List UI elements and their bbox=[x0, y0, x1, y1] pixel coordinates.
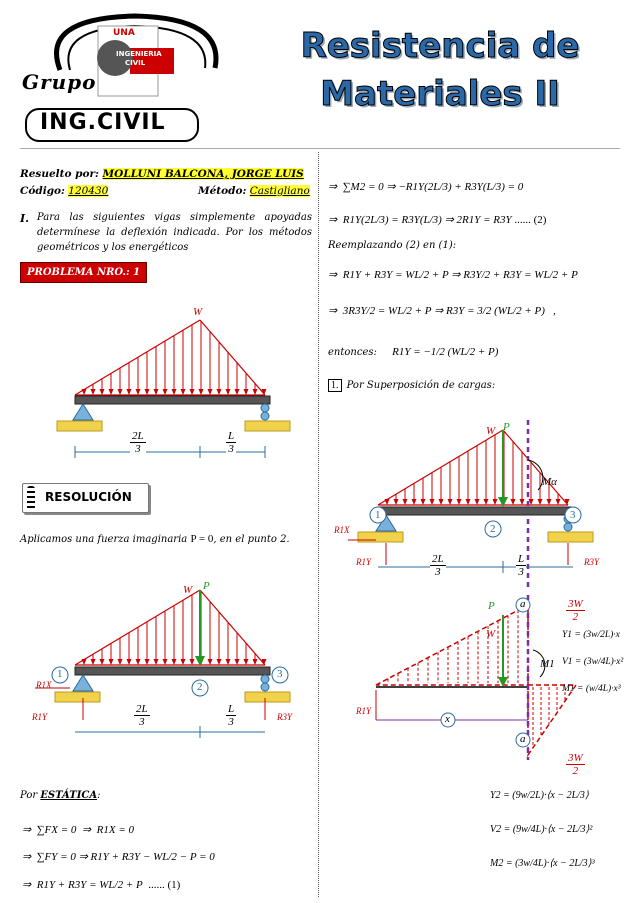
arrow-head bbox=[208, 659, 213, 665]
arrow-head bbox=[253, 389, 258, 395]
r1y-row bbox=[328, 340, 628, 359]
arrow-head bbox=[556, 499, 561, 505]
free-body-arrows bbox=[388, 610, 565, 747]
arrow-head bbox=[199, 389, 204, 395]
logo-una: UNA bbox=[113, 28, 135, 38]
fig4-x-label: x bbox=[445, 713, 450, 725]
arrow-head bbox=[475, 499, 480, 505]
load-arrows bbox=[385, 431, 570, 505]
arrow-head bbox=[118, 659, 123, 665]
arrow-head bbox=[511, 499, 516, 505]
arrow-head bbox=[520, 499, 525, 505]
resuelto-label: Resuelto por: bbox=[20, 168, 99, 180]
eq-y2: Y2 = (9w/2L)·⟨x − 2L/3⟩ bbox=[490, 790, 589, 801]
arrow-head bbox=[385, 499, 390, 505]
intro-text-a: Aplicamos una fuerza imaginaria bbox=[20, 534, 188, 545]
eq-m2: M2 = (3w/4L)·⟨x − 2L/3⟩³ bbox=[490, 858, 595, 869]
arrow-head bbox=[181, 659, 186, 665]
codigo-row bbox=[20, 185, 108, 197]
arrow-head bbox=[145, 659, 150, 665]
fig4-cut-top: a bbox=[520, 598, 526, 610]
resuelto-row bbox=[20, 168, 304, 180]
fig2-r1x: R1X bbox=[36, 680, 52, 690]
arrow-head bbox=[235, 659, 240, 665]
resuelto-value: MOLLUNI BALCONA, JORGE LUIS bbox=[102, 168, 304, 180]
step-row bbox=[328, 373, 495, 392]
statics-eq1: ⇒ ∑FX = 0 ⇒ R1X = 0 bbox=[22, 824, 135, 836]
grupo-label: Grupo bbox=[22, 70, 97, 94]
load-arrows bbox=[82, 591, 267, 665]
fig2-load-label: W bbox=[183, 584, 193, 596]
arrow-head bbox=[154, 659, 159, 665]
pin-base bbox=[57, 421, 102, 431]
m2-equation: ⇒ ∑M2 = 0 ⇒ −R1Y(2L/3) + R3Y(L/3) = 0 bbox=[328, 181, 524, 193]
arrow-head bbox=[82, 389, 87, 395]
arrow-head bbox=[253, 659, 258, 665]
upper-load-triangle bbox=[376, 605, 528, 685]
fig1-load-label: W bbox=[193, 306, 203, 318]
column-divider bbox=[318, 152, 319, 897]
beam bbox=[75, 667, 270, 675]
fig3-r1x: R1X bbox=[334, 525, 350, 535]
fig3-load-label: W bbox=[486, 425, 496, 437]
page-title-line2: Materiales II bbox=[320, 74, 560, 114]
beam bbox=[378, 507, 573, 515]
arrow-head bbox=[100, 659, 105, 665]
fig2-force-label: P bbox=[203, 580, 210, 592]
eq-m1: M1 = (w/4L)·x³ bbox=[562, 684, 621, 694]
fig3-force-label: P bbox=[503, 421, 510, 433]
resolucion-label: RESOLUCIÓN bbox=[45, 490, 132, 504]
fig4-top-value: $\frac{3W}{2}$ bbox=[568, 598, 583, 623]
arrow-head bbox=[430, 499, 435, 505]
spiral-binding bbox=[27, 486, 35, 510]
step-number: 1. bbox=[328, 379, 342, 392]
beam-figure-2 bbox=[30, 580, 310, 770]
arrow-head bbox=[439, 499, 444, 505]
fig3-r3y: R3Y bbox=[584, 557, 600, 567]
eq-y1: Y1 = (3w/2L)·x bbox=[562, 630, 620, 640]
beam-figure-3 bbox=[328, 405, 628, 595]
arrow-head bbox=[244, 389, 249, 395]
arrow-head bbox=[109, 659, 114, 665]
arrow-head bbox=[109, 389, 114, 395]
then-label: entonces: bbox=[328, 347, 377, 358]
arrow-head bbox=[181, 389, 186, 395]
arrow-head bbox=[118, 389, 123, 395]
arrow-head bbox=[172, 389, 177, 395]
replace-label: Reemplazando (2) en (1): bbox=[328, 240, 457, 251]
resolucion-badge bbox=[22, 483, 149, 513]
arrow-head bbox=[448, 499, 453, 505]
arrow-head bbox=[217, 659, 222, 665]
arrow-head bbox=[91, 389, 96, 395]
roller-support bbox=[261, 404, 269, 412]
arrow-head bbox=[421, 499, 426, 505]
arrow-head bbox=[457, 499, 462, 505]
arrow-head bbox=[466, 499, 471, 505]
codigo-value: 120430 bbox=[68, 185, 109, 197]
fig2-node1: 1 bbox=[57, 668, 63, 680]
arrow-head bbox=[145, 389, 150, 395]
arrow-head bbox=[403, 499, 408, 505]
fig3-node1: 1 bbox=[375, 509, 381, 521]
load-arrows bbox=[82, 321, 267, 395]
moment-arc bbox=[528, 460, 543, 490]
codigo-label: Código: bbox=[20, 185, 65, 197]
arrow-head bbox=[394, 499, 399, 505]
fig2-span1: $\frac{2L}{3}$ bbox=[136, 703, 148, 728]
fig2-span2: $\frac{L}{3}$ bbox=[228, 703, 235, 728]
logo-line1: INGENIERIA bbox=[116, 50, 162, 58]
beam-figure-1 bbox=[45, 300, 305, 470]
fig4-bottom-value: $\frac{3W}{2}$ bbox=[568, 752, 583, 777]
arrow-head bbox=[136, 389, 141, 395]
arrow-head bbox=[412, 499, 417, 505]
eq-v1: V1 = (3w/4L)·x² bbox=[562, 657, 624, 667]
statics-title-bold: ESTÁTICA bbox=[40, 790, 98, 801]
statics-eq3: ⇒ R1Y + R3Y = WL/2 + P ...... (1) bbox=[22, 879, 181, 891]
arrow-head bbox=[127, 389, 132, 395]
fig4-moment-label: M1 bbox=[540, 658, 555, 670]
pin-support bbox=[73, 675, 93, 691]
roller-base bbox=[245, 421, 290, 431]
arrow-head bbox=[190, 389, 195, 395]
metodo-value: Castigliano bbox=[249, 185, 310, 197]
fig3-span2: $\frac{L}{3}$ bbox=[518, 553, 525, 578]
arrow-head bbox=[226, 659, 231, 665]
header-divider bbox=[20, 148, 620, 149]
arrow-head bbox=[217, 389, 222, 395]
arrow-head bbox=[547, 499, 552, 505]
sub-equation-1: ⇒ R1Y + R3Y = WL/2 + P ⇒ R3Y/2 + R3Y = WL/2 + P bbox=[328, 269, 578, 281]
lower-load-triangle bbox=[528, 685, 576, 755]
eq-v2: V2 = (9w/4L)·⟨x − 2L/3⟩² bbox=[490, 824, 593, 835]
fig3-span1: $\frac{2L}{3}$ bbox=[432, 553, 444, 578]
fig1-span1: $\frac{2L}{3}$ bbox=[132, 430, 144, 455]
arrow-head bbox=[484, 499, 489, 505]
fig4-load-label: W bbox=[486, 628, 496, 640]
arrow-head bbox=[172, 659, 177, 665]
page-title-line1: Resistencia de bbox=[300, 26, 580, 66]
brand-label: ING.CIVIL bbox=[40, 110, 166, 135]
intro-eq: P = 0 bbox=[190, 533, 214, 545]
fig3-node3: 3 bbox=[570, 509, 576, 521]
fig4-r1y: R1Y bbox=[356, 706, 372, 716]
arrow-head bbox=[226, 389, 231, 395]
arrow-head bbox=[91, 659, 96, 665]
sub-equation-2: ⇒ 3R3Y/2 = WL/2 + P ⇒ R3Y = 3/2 (WL/2 + P) , bbox=[328, 305, 556, 317]
arrow-head bbox=[244, 659, 249, 665]
fig3-r1y: R1Y bbox=[356, 557, 372, 567]
problem-badge: PROBLEMA NRO.: 1 bbox=[20, 262, 147, 283]
r1y-equation: R1Y = −1/2 (WL/2 + P) bbox=[392, 346, 499, 358]
arrow-head bbox=[154, 389, 159, 395]
intro-text-b: , en el punto 2. bbox=[213, 534, 290, 545]
logo-line2: CIVIL bbox=[125, 59, 146, 67]
beam bbox=[75, 396, 270, 404]
metodo-row bbox=[198, 185, 310, 197]
statics-eq2: ⇒ ∑FY = 0 ⇒ R1Y + R3Y − WL/2 − P = 0 bbox=[22, 851, 215, 863]
step-label: Por Superposición de cargas: bbox=[346, 380, 496, 391]
pin-support bbox=[73, 404, 93, 420]
arrow-head bbox=[208, 389, 213, 395]
metodo-label: Método: bbox=[198, 185, 247, 197]
arrow-head bbox=[235, 389, 240, 395]
statics-title: Por ESTÁTICA: bbox=[20, 790, 101, 801]
arrow-head bbox=[493, 499, 498, 505]
fig2-r3y: R3Y bbox=[277, 712, 293, 722]
fig1-span2: $\frac{L}{3}$ bbox=[228, 430, 235, 455]
ratio-equation: ⇒ R1Y(2L/3) = R3Y(L/3) ⇒ 2R1Y = R3Y ...... (2) bbox=[328, 214, 547, 226]
arrow-head bbox=[127, 659, 132, 665]
fig4-force-label: P bbox=[488, 600, 495, 612]
roller-support bbox=[261, 675, 269, 683]
arrow-head bbox=[538, 499, 543, 505]
fig2-node3: 3 bbox=[277, 668, 283, 680]
resolucion-intro bbox=[20, 531, 310, 548]
fig3-moment-label: Mα bbox=[542, 476, 557, 488]
arrow-head bbox=[136, 659, 141, 665]
problem-statement: Para las siguientes vigas simplemente apoyadas determínese la deflexión indicada. Por los métodos geométricos y los energéticos bbox=[37, 212, 312, 253]
arrow-head bbox=[163, 389, 168, 395]
arrow-head bbox=[100, 389, 105, 395]
fig3-node2: 2 bbox=[490, 523, 496, 535]
fig2-r1y: R1Y bbox=[32, 712, 48, 722]
arrow-head bbox=[190, 659, 195, 665]
problem-number: I. bbox=[20, 212, 29, 225]
fig2-node2: 2 bbox=[197, 681, 203, 693]
fig4-cut-bottom: a bbox=[520, 733, 526, 745]
arrow-head bbox=[82, 659, 87, 665]
arrow-head bbox=[163, 659, 168, 665]
